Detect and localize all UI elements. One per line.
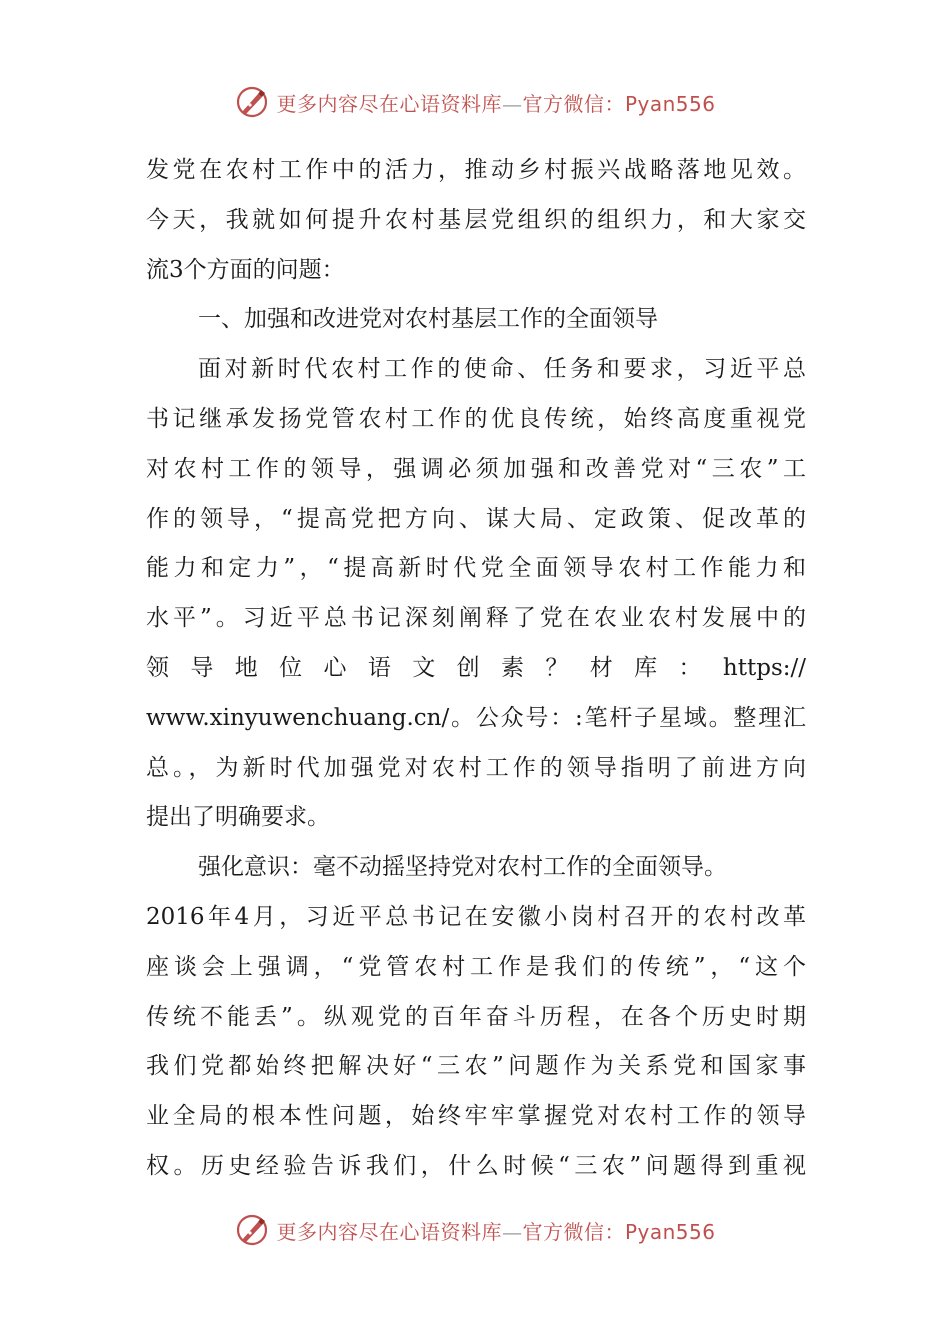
text-line: 发党在农村工作中的活力，推动乡村振兴战略落地见效。 [146,157,806,183]
banner-main-text: 更多内容尽在心语资料库 [276,91,502,116]
banner-separator: — [501,91,523,116]
text-line: 2016年4月，习近平总书记在安徽小岗村召开的农村改革 [146,903,806,930]
banner-text [276,88,715,117]
document-body [146,146,806,1192]
text-line: www.xinyuwenchuang.cn/。公众号：:笔杆子星域。整理汇 [146,704,806,731]
text-line: 座谈会上强调，“党管农村工作是我们的传统”，“这个 [146,953,806,980]
banner-text [276,1216,715,1245]
text-line: 今天，我就如何提升农村基层党组织的组织力，和大家交 [146,206,806,233]
text-line: 流3个方面的问题： [146,256,345,283]
text-line: 强化意识：毫不动摇坚持党对农村工作的全面领导。 [198,854,727,881]
text-line: 领导地位心语文创素？材库：https:// [146,654,806,681]
banner-main-text: 更多内容尽在心语资料库 [276,1219,502,1244]
banner-separator: — [501,1219,523,1244]
text-line: 我们党都始终把解决好“三农”问题作为关系党和国家事 [146,1053,806,1080]
text-line: 对农村工作的领导，强调必须加强和改善党对“三农”工 [146,455,806,482]
text-line: 业全局的根本性问题，始终牢牢掌握党对农村工作的领导 [146,1103,806,1130]
section-heading: 一、加强和改进党对农村基层工作的全面领导 [198,306,658,333]
text-line: 权。历史经验告诉我们，什么时候“三农”问题得到重视 [146,1152,806,1179]
text-line: 能力和定力”，“提高新时代党全面领导农村工作能力和 [146,555,806,582]
banner-contact-text: 官方微信：Pyan556 [522,1219,716,1244]
text-line: 水平”。习近平总书记深刻阐释了党在农业农村发展中的 [146,605,806,632]
text-line: 书记继承发扬党管农村工作的优良传统，始终高度重视党 [146,405,806,432]
text-line: 提出了明确要求。 [146,804,330,831]
text-line: 面对新时代农村工作的使命、任务和要求，习近平总 [198,356,806,383]
text-line: 总。，为新时代加强党对农村工作的领导指明了前进方向 [146,754,806,781]
text-line: 传统不能丢”。纵观党的百年奋斗历程，在各个历史时期 [146,1003,806,1030]
pen-circle-logo-icon [234,84,270,120]
header-banner [0,82,950,122]
banner-contact-text: 官方微信：Pyan556 [522,91,716,116]
text-line: 作的领导，“提高党把方向、谋大局、定政策、促改革的 [146,505,806,532]
footer-banner [0,1210,950,1250]
pen-circle-logo-icon [234,1212,270,1248]
